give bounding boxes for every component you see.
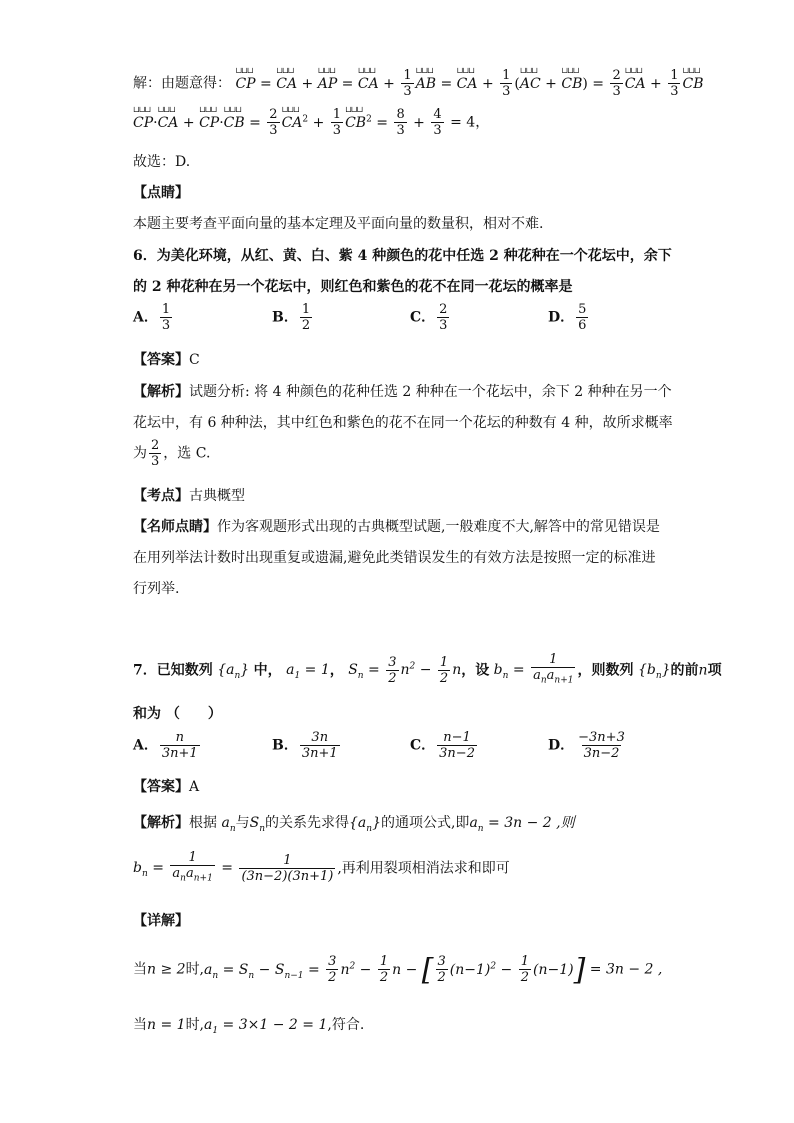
q6-analysis-frac-num: 2 [151,438,160,453]
q7-step1-formula: $a_n = S_n - S_{n-1}$ = $\frac{3}{2}$ $n^2$ − $\frac{1}{2}$ n − [ $\frac{3}{2}$ $(n-1)^2$ − $\frac{1}{2}$ (n−1)] [204,952,586,987]
q7-line1 [133,652,722,689]
q6-option-a [133,302,174,333]
q7-option-a-label: A． [133,737,158,754]
q7-option-d-label: D． [548,737,575,754]
q7-step1-mid: 时, [185,961,205,978]
sol5-result: = 4 [450,114,476,131]
q7-option-b-num: 3n [311,730,329,745]
q7-answer-value: A [189,779,200,795]
q6-option-b [272,302,314,333]
q7-analysis-d: 的通项公式,即 [380,815,470,831]
q6-analysis-tag: 【解析】 [133,384,189,400]
q7-analysis-e: = 3n − 2 ,则 [488,815,575,831]
q6-kaodian [133,485,245,505]
q6-mingshi-l2: 在用列举法计数时出现重复或遗漏,避免此类错误发生的有效方法是按照一定的标准进 [133,550,656,566]
sol5-formula-1: ⊔⊔⊔ CP = ⊔⊔⊔ CA + ⊔⊔⊔ AP = ⊔⊔⊔ CA + $\frac{1}{3}$ ⊔⊔⊔ AB = ⊔⊔⊔ CA + $\frac{1}{3}$ (⊔⊔⊔ AC + ⊔⊔⊔ CB) = $\frac{2}{3}$ ⊔⊔⊔ CA + $\frac{1}{3}$ ⊔⊔⊔ CB [235,76,703,92]
q7-line2: 和为 （ ） [133,706,222,722]
q6-answer-tag: 【答案】 [133,352,189,368]
q6-mingshi-text-1: 作为客观题形式出现的古典概型试题,一般难度不大,解答中的常见错误是 [217,519,660,535]
q7-step1-cond: n ≥ 2 [147,961,186,978]
q7-option-a-num: n [175,730,184,745]
q7-analysis-tag: 【解析】 [133,815,189,831]
q7-option-d-num: −3n+3 [578,730,625,745]
q7-step2 [133,1014,364,1036]
q7-option-d [548,730,629,761]
q6-option-c-num: 2 [439,302,448,317]
q6-analysis-text-1: 试题分析: 将 4 种颜色的花种任选 2 种种在一个花坛中，余下 2 种种在另一个 [189,384,672,400]
q7-option-c-den: 3n−2 [439,746,475,761]
q7-n: n [698,662,708,679]
q6-line2: 的 2 种花种在另一个花坛中，则红色和紫色的花不在同一花坛的概率是 [133,279,573,295]
q7-step2-mid: 时, [185,1017,205,1033]
q7-step2-cond: n = 1 [147,1017,186,1033]
q6-option-d-den: 6 [578,318,587,333]
q7-option-c-label: C． [410,737,436,754]
q6-analysis-l2: 花坛中，有 6 种种法，其中红色和紫色的花不在同一个花坛的种数有 4 种，故所求概率 [133,415,673,431]
q7-option-b-den: 3n+1 [301,746,338,761]
q7-p6: 的前 [670,662,699,679]
sol5-formula-2: ⊔⊔⊔ CP·⊔⊔⊔ CA + ⊔⊔⊔ CP·⊔⊔⊔ CB = $\frac{2}{3}$ ⊔⊔⊔ $CA^2$ + $\frac{1}{3}$ ⊔⊔⊔ $CB^2$ = $\frac{8}{3}$ + $\frac{4}{3}$ [133,115,450,131]
q7-analysis [133,812,575,834]
q6-option-d [548,302,590,333]
q7-detail-tag: 【详解】 [133,913,189,929]
q6-mingshi-l3: 行列举. [133,581,180,597]
q6-kaodian-tag: 【考点】 [133,488,189,504]
q7-option-a-den: 3n+1 [161,746,198,761]
q7-step2-formula: $a_1 = 3\times 1 - 2 = 1$ [204,1017,328,1036]
q6-option-b-label: B． [272,309,298,326]
q6-option-b-den: 2 [301,318,311,333]
q7-analysis-c: 的关系先求得 [265,815,349,831]
q6-option-a-num: 1 [161,302,171,317]
q6-option-d-num: 5 [578,302,587,317]
q6-analysis-post: ，选 C. [163,445,211,462]
q7-analysis-a: 根据 [189,815,217,831]
q7-p5: ，则数列 [577,662,634,679]
q7-option-b [272,730,342,761]
q6-option-c-label: C． [410,309,436,326]
q7-p2: 中， [253,662,282,679]
q7-option-c [410,730,479,761]
q7-p3: ， [329,662,344,679]
dianjing-tag: 【点睛】 [133,185,189,201]
q7-analysis-tail: ,再利用裂项相消法求和即可 [337,860,510,877]
q7-step1-pre: 当 [133,961,147,978]
q7-step1 [133,952,662,987]
q7-step2-pre: 当 [133,1017,147,1033]
sol5-line1 [133,68,703,99]
q6-kaodian-text: 古典概型 [189,488,245,504]
q7-sn-term: $S_n$ [249,815,265,834]
dianjing-text: 本题主要考查平面向量的基本定理及平面向量的数量积，相对不难. [133,216,544,232]
q6-analysis-frac-den: 3 [151,454,160,469]
q7-sn: $S_n$ = $\frac{3}{2}$ $n^2$ − $\frac{1}{2}$ n [348,654,462,686]
q7-p4: ，设 [461,662,490,679]
q7-option-c-num: n−1 [443,730,471,745]
q6-option-b-num: 1 [301,302,311,317]
sol5-label: 解：由题意得： [133,75,231,92]
q7-bn: $b_n$ = 1 $a_na_{n+1}$ [494,662,578,678]
q7-analysis-b: 与 [235,815,250,831]
q7-seq-b: $\{b_n\}$ [637,662,671,682]
q7-bn-eq: $b_n$ = 1 $a_na_{n+1}$ = $\frac{1}{(3n-2)(3n+1)}$ [133,860,337,876]
q6-answer [133,349,200,369]
q7-an-term: $a_n$ [221,815,236,834]
q7-seq-a: $\{a_n\}$ [217,662,250,682]
q7-p1: 7．已知数列 [133,662,213,679]
q6-option-d-label: D． [548,309,575,326]
q7-step1-end: = 3n − 2 , [589,961,663,978]
q7-bn-formula [133,850,510,887]
q7-step2-end: ,符合. [327,1017,365,1033]
sol5-tail: ， [475,114,490,131]
q6-answer-value: C [189,352,200,368]
q7-an-formula: $a_n$ [469,815,484,834]
choose-d: 故选：D. [133,154,191,170]
q7-option-d-den: 3n−2 [583,746,620,761]
q7-option-a [133,730,202,761]
q6-option-c-den: 3 [439,318,448,333]
q7-a1: $a_1 = 1$ [286,662,330,682]
q6-option-c [410,302,451,333]
q7-answer-tag: 【答案】 [133,779,189,795]
q6-mingshi-l1 [133,516,660,536]
q7-option-b-label: B． [272,737,298,754]
q7-an-set: $\{a_n\}$ [349,815,381,834]
q6-analysis-l3 [133,438,210,469]
q6-mingshi-tag: 【名师点睛】 [133,519,217,535]
q7-answer [133,776,199,796]
q6-line1: 6．为美化环境，从红、黄、白、紫 4 种颜色的花中任选 2 种花种在一个花坛中，余下 [133,248,672,264]
q6-option-a-den: 3 [161,318,171,333]
q6-option-a-label: A． [133,309,158,326]
sol5-line2 [133,107,489,138]
q7-p7: 项 [707,662,722,679]
q6-analysis-pre: 为 [133,445,147,462]
q6-analysis-l1 [133,381,672,401]
